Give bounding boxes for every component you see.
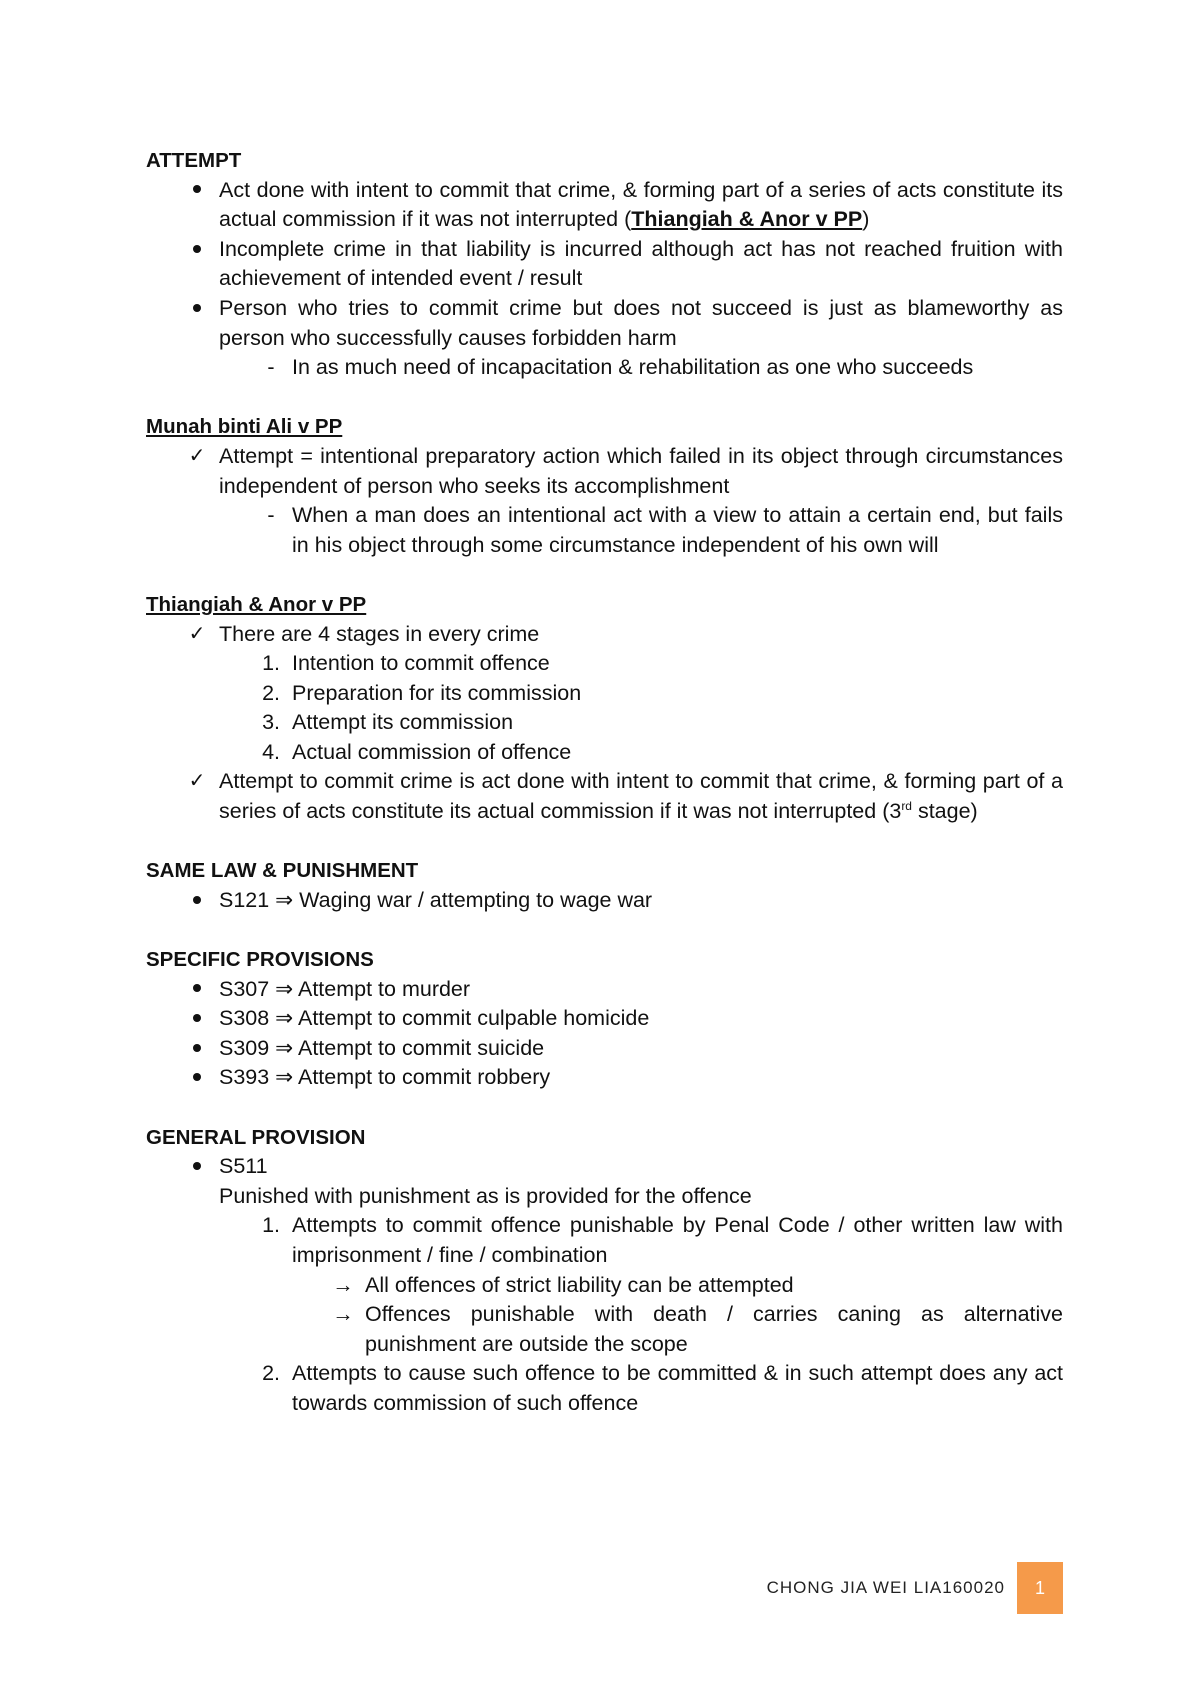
section-specific xyxy=(146,945,1063,1093)
bullet-icon xyxy=(182,294,212,324)
bullet-text: Incomplete crime in that liability is incurred although act has not reached fruition with achievement of intended event / result xyxy=(219,236,1063,291)
numbered-item xyxy=(146,1359,1063,1418)
bullet-icon xyxy=(182,235,212,265)
bullet-text-end: ) xyxy=(862,207,870,232)
check-item-text-end: stage) xyxy=(911,799,978,824)
section-same-law xyxy=(146,856,1063,915)
check-item-text: There are 4 stages in every crime xyxy=(219,621,540,646)
ordinal-superscript: rd xyxy=(901,798,912,813)
case-title: Munah binti Ali v PP xyxy=(146,415,343,439)
stage-text: Attempt its commission xyxy=(292,710,514,735)
checkmark-icon: ✓ xyxy=(188,444,206,467)
section-general xyxy=(146,1123,1063,1419)
bullet-icon xyxy=(182,1034,212,1064)
list-number: 1. xyxy=(262,651,280,676)
arrow-item-text: Offences punishable with death / carries caning as alternative punishment are outside the scope xyxy=(365,1302,1063,1356)
bullet-text: S307 ⇒ Attempt to murder xyxy=(219,976,471,1001)
check-item-text: Attempt = intentional preparatory action which failed in its object through circumstances independent of person who seeks its accomplishment xyxy=(219,443,1063,498)
stage-text: Intention to commit offence xyxy=(292,651,550,676)
author-name: CHONG JIA WEI LIA160020 xyxy=(766,1578,1005,1597)
check-item xyxy=(146,767,1063,826)
page-number-badge: 1 xyxy=(1017,1562,1063,1614)
section-heading: SAME LAW & PUNISHMENT xyxy=(146,859,419,883)
numbered-item xyxy=(146,679,1063,709)
bullet-item xyxy=(146,975,1063,1005)
list-number: 2. xyxy=(262,680,280,705)
stage-text: Actual commission of offence xyxy=(292,739,572,764)
stage-text: Preparation for its commission xyxy=(292,680,582,705)
arrow-item-text: All offences of strict liability can be attempted xyxy=(365,1272,794,1297)
checkmark-icon: ✓ xyxy=(188,622,206,645)
dash-icon: - xyxy=(267,503,275,528)
list-number: 4. xyxy=(262,739,280,764)
bullet-text: Person who tries to commit crime but does not succeed is just as blameworthy as person who successfully causes forbidden harm xyxy=(219,295,1063,350)
section-thiangiah xyxy=(146,590,1063,827)
section-heading: GENERAL PROVISION xyxy=(146,1125,366,1149)
bullet-text: S309 ⇒ Attempt to commit suicide xyxy=(219,1035,545,1060)
numbered-text: Attempts to cause such offence to be committed & in such attempt does any act towards commission of such offence xyxy=(292,1361,1063,1415)
checkmark-icon: ✓ xyxy=(188,770,206,793)
check-item xyxy=(146,442,1063,501)
section-munah xyxy=(146,412,1063,560)
page-content xyxy=(146,146,1063,1448)
sub-item xyxy=(146,353,1063,383)
numbered-text: Attempts to commit offence punishable by Penal Code / other written law with imprisonment / fine / combination xyxy=(292,1213,1063,1267)
dash-icon: - xyxy=(267,355,275,380)
case-reference: Thiangiah & Anor v PP xyxy=(631,207,863,232)
sub-item-text: When a man does an intentional act with a view to attain a certain end, but fails in his object through some circumstance independent of his own will xyxy=(292,503,1063,557)
bullet-item xyxy=(146,1004,1063,1034)
numbered-item xyxy=(146,738,1063,768)
arrow-icon: → xyxy=(332,1302,354,1327)
list-number: 1. xyxy=(262,1213,280,1238)
bullet-icon xyxy=(182,1152,212,1182)
bullet-text: S511 xyxy=(219,1154,268,1179)
list-number: 3. xyxy=(262,710,280,735)
bullet-text: Act done with intent to commit that crime, & forming part of a series of acts constitute its actual commission if it was not interrupted ( xyxy=(219,177,1063,232)
bullet-item xyxy=(146,1034,1063,1064)
sub-item-text: In as much need of incapacitation & rehabilitation as one who succeeds xyxy=(292,355,974,380)
bullet-icon xyxy=(182,176,212,206)
section-heading: ATTEMPT xyxy=(146,149,242,172)
bullet-item xyxy=(146,176,1063,235)
bullet-text: S121 ⇒ Waging war / attempting to wage war xyxy=(219,887,653,912)
section-heading: SPECIFIC PROVISIONS xyxy=(146,948,374,972)
bullet-item xyxy=(146,886,1063,916)
bullet-item xyxy=(146,294,1063,353)
bullet-item xyxy=(146,235,1063,294)
bullet-icon xyxy=(182,975,212,1005)
bullet-icon xyxy=(182,1063,212,1093)
arrow-item xyxy=(146,1271,1063,1301)
check-item xyxy=(146,620,1063,650)
page-footer xyxy=(767,1562,1063,1614)
case-title: Thiangiah & Anor v PP xyxy=(146,592,367,616)
bullet-text: S393 ⇒ Attempt to commit robbery xyxy=(219,1065,551,1090)
numbered-item xyxy=(146,708,1063,738)
section-attempt xyxy=(146,146,1063,383)
bullet-icon xyxy=(182,886,212,916)
numbered-item xyxy=(146,1211,1063,1270)
bullet-item xyxy=(146,1063,1063,1093)
numbered-item xyxy=(146,649,1063,679)
sub-item xyxy=(146,501,1063,560)
bullet-text: S308 ⇒ Attempt to commit culpable homicide xyxy=(219,1006,650,1031)
list-number: 2. xyxy=(262,1361,280,1386)
bullet-icon xyxy=(182,1004,212,1034)
arrow-item xyxy=(146,1300,1063,1359)
check-item-text: Attempt to commit crime is act done with intent to commit that crime, & forming part of a series of acts constitute its actual commission if it was not interrupted (3 xyxy=(219,769,1063,824)
arrow-icon: → xyxy=(332,1272,354,1297)
bullet-item xyxy=(146,1152,1063,1182)
provision-description: Punished with punishment as is provided for the offence xyxy=(219,1183,752,1208)
